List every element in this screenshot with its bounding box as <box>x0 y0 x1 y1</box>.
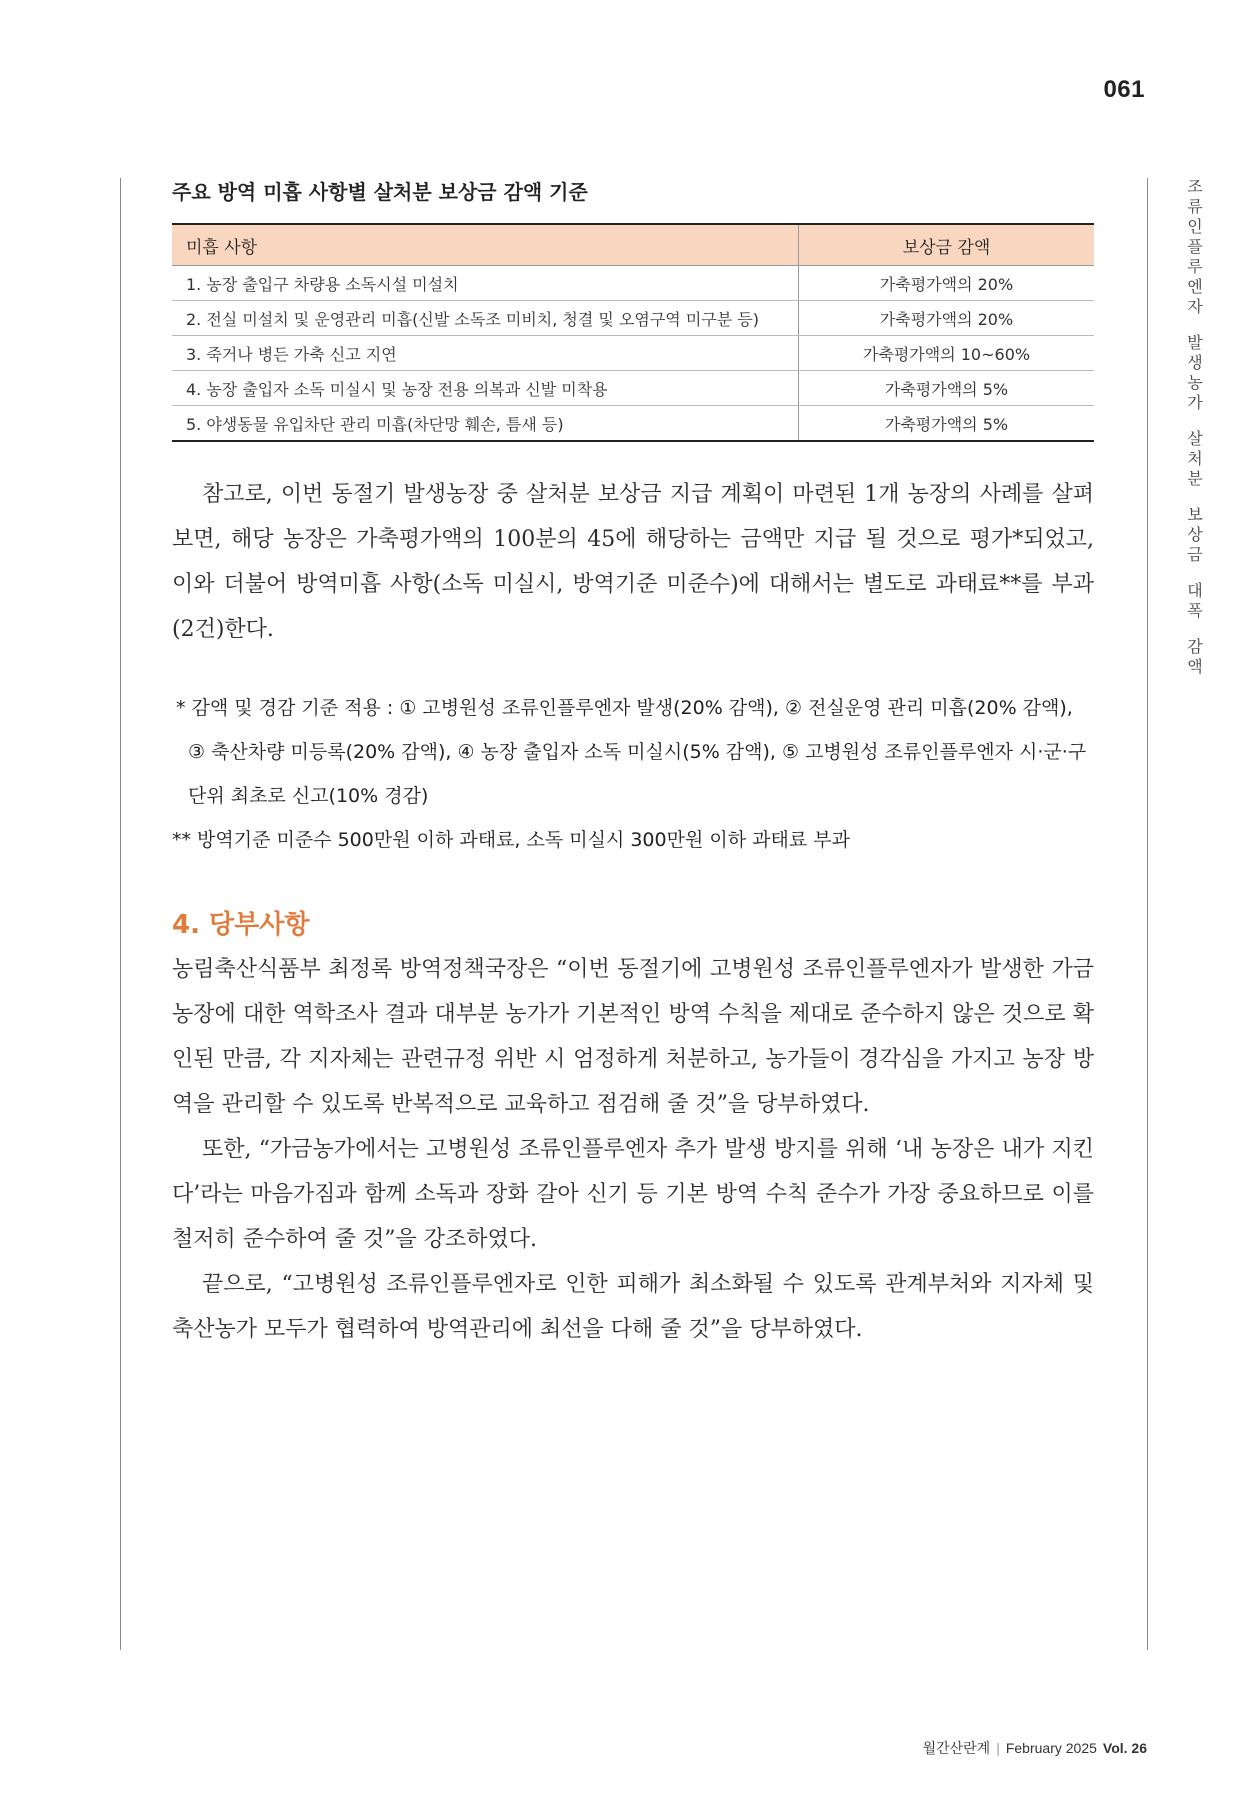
footnote-1: * 감액 및 경감 기준 적용 : ① 고병원성 조류인플루엔자 발생(20% 감액), ② 전실운영 관리 미흡(20% 감액), ③ 축산차량 미등록(20% 감액), ④ 농장 출입자 소독 미실시(5% 감액), ⑤ 고병원성 조류인플루엔자 시·군·구 단위 최초로 신고(10% 경감) <box>176 697 1087 807</box>
penalty-table <box>172 223 1094 442</box>
row-item: 5. 야생동물 유입차단 관리 미흡(차단망 훼손, 틈새 등) <box>186 414 564 434</box>
side-title-word: 조 류 인 플 루 엔 자 <box>1187 177 1203 316</box>
section-paragraph: 끝으로, “고병원성 조류인플루엔자로 인한 피해가 최소화될 수 있도록 관계부처와 지자체 및 축산농가 모두가 협력하여 방역관리에 최선을 다해 줄 것”을 당부하였다. <box>172 1272 1094 1342</box>
table-row <box>172 336 1094 371</box>
section-heading: 4. 당부사항 <box>172 910 310 940</box>
table-row <box>172 406 1094 442</box>
header-amount: 보상금 감액 <box>799 224 1095 266</box>
table-row <box>172 301 1094 336</box>
table-row <box>172 266 1094 301</box>
row-amount: 가축평가액의 5% <box>799 406 1095 442</box>
page-number: 061 <box>1103 76 1145 103</box>
footer-magazine: 월간산란계 <box>922 1740 991 1756</box>
side-title-word: 대 폭 <box>1187 581 1203 620</box>
footer-volume: Vol. 26 <box>1102 1740 1147 1756</box>
row-amount: 가축평가액의 20% <box>799 301 1095 336</box>
section-paragraph: 또한, “가금농가에서는 고병원성 조류인플루엔자 추가 발생 방지를 위해 ‘내 농장은 내가 지킨다’라는 마음가짐과 함께 소독과 장화 갈아 신기 등 기본 방역 수칙 준수가 가장 중요하므로 이를 철저히 준수하여 줄 것”을 강조하였다. <box>172 1137 1094 1252</box>
row-item: 3. 죽거나 병든 가축 신고 지연 <box>172 336 799 371</box>
side-running-title <box>1184 177 1206 693</box>
right-divider <box>1147 178 1148 1650</box>
table-title: 주요 방역 미흡 사항별 살처분 보상금 감액 기준 <box>172 180 588 204</box>
row-item: 4. 농장 출입자 소독 미실시 및 농장 전용 의복과 신발 미착용 <box>172 371 799 406</box>
page-footer <box>923 1738 1147 1758</box>
left-divider <box>120 178 121 1650</box>
intro-paragraph: 참고로, 이번 동절기 발생농장 중 살처분 보상금 지급 계획이 마련된 1개 농장의 사례를 살펴보면, 해당 농장은 가축평가액의 100분의 45에 해당하는 금액만 지급 될 것으로 평가*되었고, 이와 더불어 방역미흡 사항(소독 미실시, 방역기준 미준수)에 대해서는 별도로 과태료**를 부과(2건)한다. <box>172 482 1094 642</box>
footer-separator: | <box>996 1740 1000 1756</box>
side-title-word: 감 액 <box>1187 637 1203 676</box>
side-title-word: 발 생 농 가 <box>1187 333 1203 412</box>
table-header-row <box>172 224 1094 266</box>
footnotes <box>172 686 1094 862</box>
row-item: 1. 농장 출입구 차량용 소독시설 미설치 <box>172 266 799 301</box>
table-row <box>172 371 1094 406</box>
row-amount: 가축평가액의 5% <box>799 371 1095 406</box>
side-title-word: 보 상 금 <box>1187 505 1203 564</box>
row-item: 2. 전실 미설치 및 운영관리 미흡(신발 소독조 미비치, 청결 및 오염구역 미구분 등) <box>172 301 799 336</box>
main-content <box>172 176 1094 1352</box>
footnote-2: ** 방역기준 미준수 500만원 이하 과태료, 소독 미실시 300만원 이하 과태료 부과 <box>172 829 850 851</box>
row-amount: 가축평가액의 20% <box>799 266 1095 301</box>
header-item: 미흡 사항 <box>172 224 799 266</box>
row-amount: 가축평가액의 10~60% <box>799 336 1095 371</box>
footer-date: February 2025 <box>1005 1740 1097 1756</box>
side-title-word: 살 처 분 <box>1187 429 1203 488</box>
section-paragraph: 농림축산식품부 최정록 방역정책국장은 “이번 동절기에 고병원성 조류인플루엔자가 발생한 가금농장에 대한 역학조사 결과 대부분 농가가 기본적인 방역 수칙을 제대로 준수하지 않은 것으로 확인된 만큼, 각 지자체는 관련규정 위반 시 엄정하게 처분하고, 농가들이 경각심을 가지고 농장 방역을 관리할 수 있도록 반복적으로 교육하고 점검해 줄 것”을 당부하였다. <box>172 957 1094 1117</box>
